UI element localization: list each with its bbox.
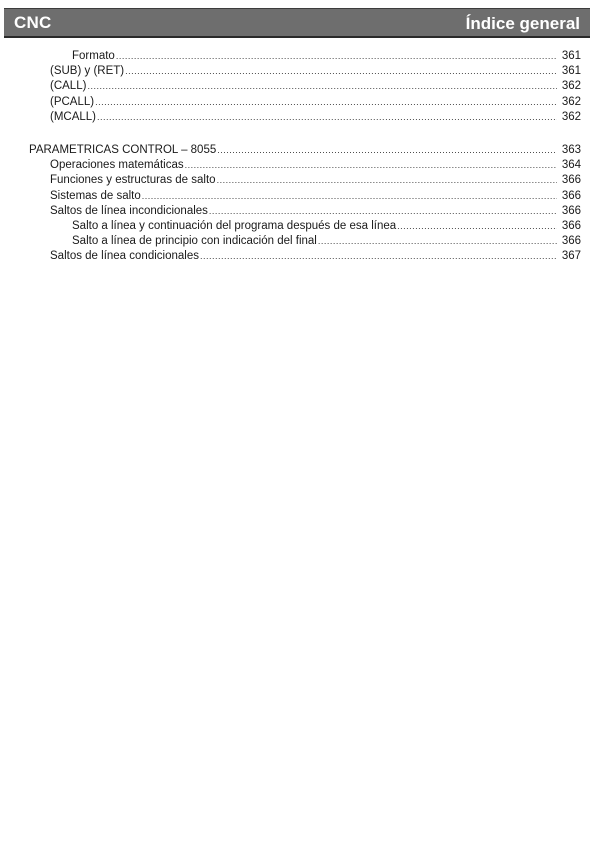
table-of-contents: [0, 49, 600, 264]
header-right-title: Índice general: [465, 14, 580, 33]
toc-entry-label: Sistemas de salto: [50, 189, 141, 202]
toc-leader-dots: [116, 49, 557, 64]
toc-leader-dots: [200, 249, 557, 264]
toc-entry-label: Operaciones matemáticas: [50, 159, 184, 172]
toc-entry-label: Funciones y estructuras de salto: [50, 174, 216, 187]
toc-leader-dots: [97, 110, 557, 125]
toc-entry-page: 366: [561, 189, 581, 202]
toc-entry-page: 366: [561, 219, 581, 232]
toc-entry-label: (CALL): [50, 80, 87, 93]
toc-entry-page: 366: [561, 174, 581, 187]
toc-entry-page: 367: [561, 250, 581, 263]
toc-leader-dots: [209, 204, 557, 219]
toc-leader-dots: [95, 95, 557, 110]
toc-entry-label: Salto a línea de principio con indicación del final: [72, 235, 317, 248]
toc-leader-dots: [318, 234, 557, 249]
toc-entry[interactable]: [0, 249, 600, 264]
toc-entry[interactable]: [0, 79, 600, 94]
toc-group-2: [0, 143, 600, 265]
toc-entry-page: 362: [561, 95, 581, 108]
toc-leader-dots: [217, 143, 557, 158]
toc-entry[interactable]: [0, 234, 600, 249]
toc-entry[interactable]: [0, 158, 600, 173]
toc-entry-label: PARAMETRICAS CONTROL – 8055: [29, 143, 217, 156]
page-header: [4, 8, 590, 38]
toc-entry-page: 366: [561, 204, 581, 217]
toc-entry-page: 361: [561, 65, 581, 78]
toc-entry[interactable]: [0, 64, 600, 79]
toc-entry[interactable]: [0, 49, 600, 64]
toc-entry-page: 361: [561, 50, 581, 62]
toc-leader-dots: [217, 173, 557, 188]
toc-leader-dots: [142, 189, 557, 204]
toc-leader-dots: [185, 158, 557, 173]
toc-entry[interactable]: [0, 204, 600, 219]
toc-entry-page: 366: [561, 235, 581, 248]
toc-entry[interactable]: [0, 219, 600, 234]
toc-entry[interactable]: [0, 143, 600, 158]
toc-entry[interactable]: [0, 110, 600, 125]
toc-entry-label: Formato: [72, 50, 115, 62]
toc-entry-label: Salto a línea y continuación del programa después de esa línea: [72, 219, 397, 232]
toc-entry[interactable]: [0, 173, 600, 188]
toc-entry-page: 362: [561, 110, 581, 123]
toc-entry-page: 364: [561, 159, 581, 172]
toc-entry[interactable]: [0, 189, 600, 204]
toc-leader-dots: [125, 64, 557, 79]
toc-entry-label: Saltos de línea condicionales: [50, 250, 199, 263]
toc-entry-label: (PCALL): [50, 95, 95, 108]
toc-entry-page: 363: [561, 143, 581, 156]
toc-group-1: [0, 49, 600, 125]
toc-leader-dots: [87, 79, 557, 94]
toc-entry-label: (MCALL): [50, 110, 97, 123]
header-left-title: CNC: [14, 13, 52, 32]
toc-entry-label: (SUB) y (RET): [50, 65, 125, 78]
toc-leader-dots: [397, 219, 557, 234]
section-gap: [0, 125, 600, 143]
toc-entry[interactable]: [0, 95, 600, 110]
toc-entry-page: 362: [561, 80, 581, 93]
toc-entry-label: Saltos de línea incondicionales: [50, 204, 208, 217]
